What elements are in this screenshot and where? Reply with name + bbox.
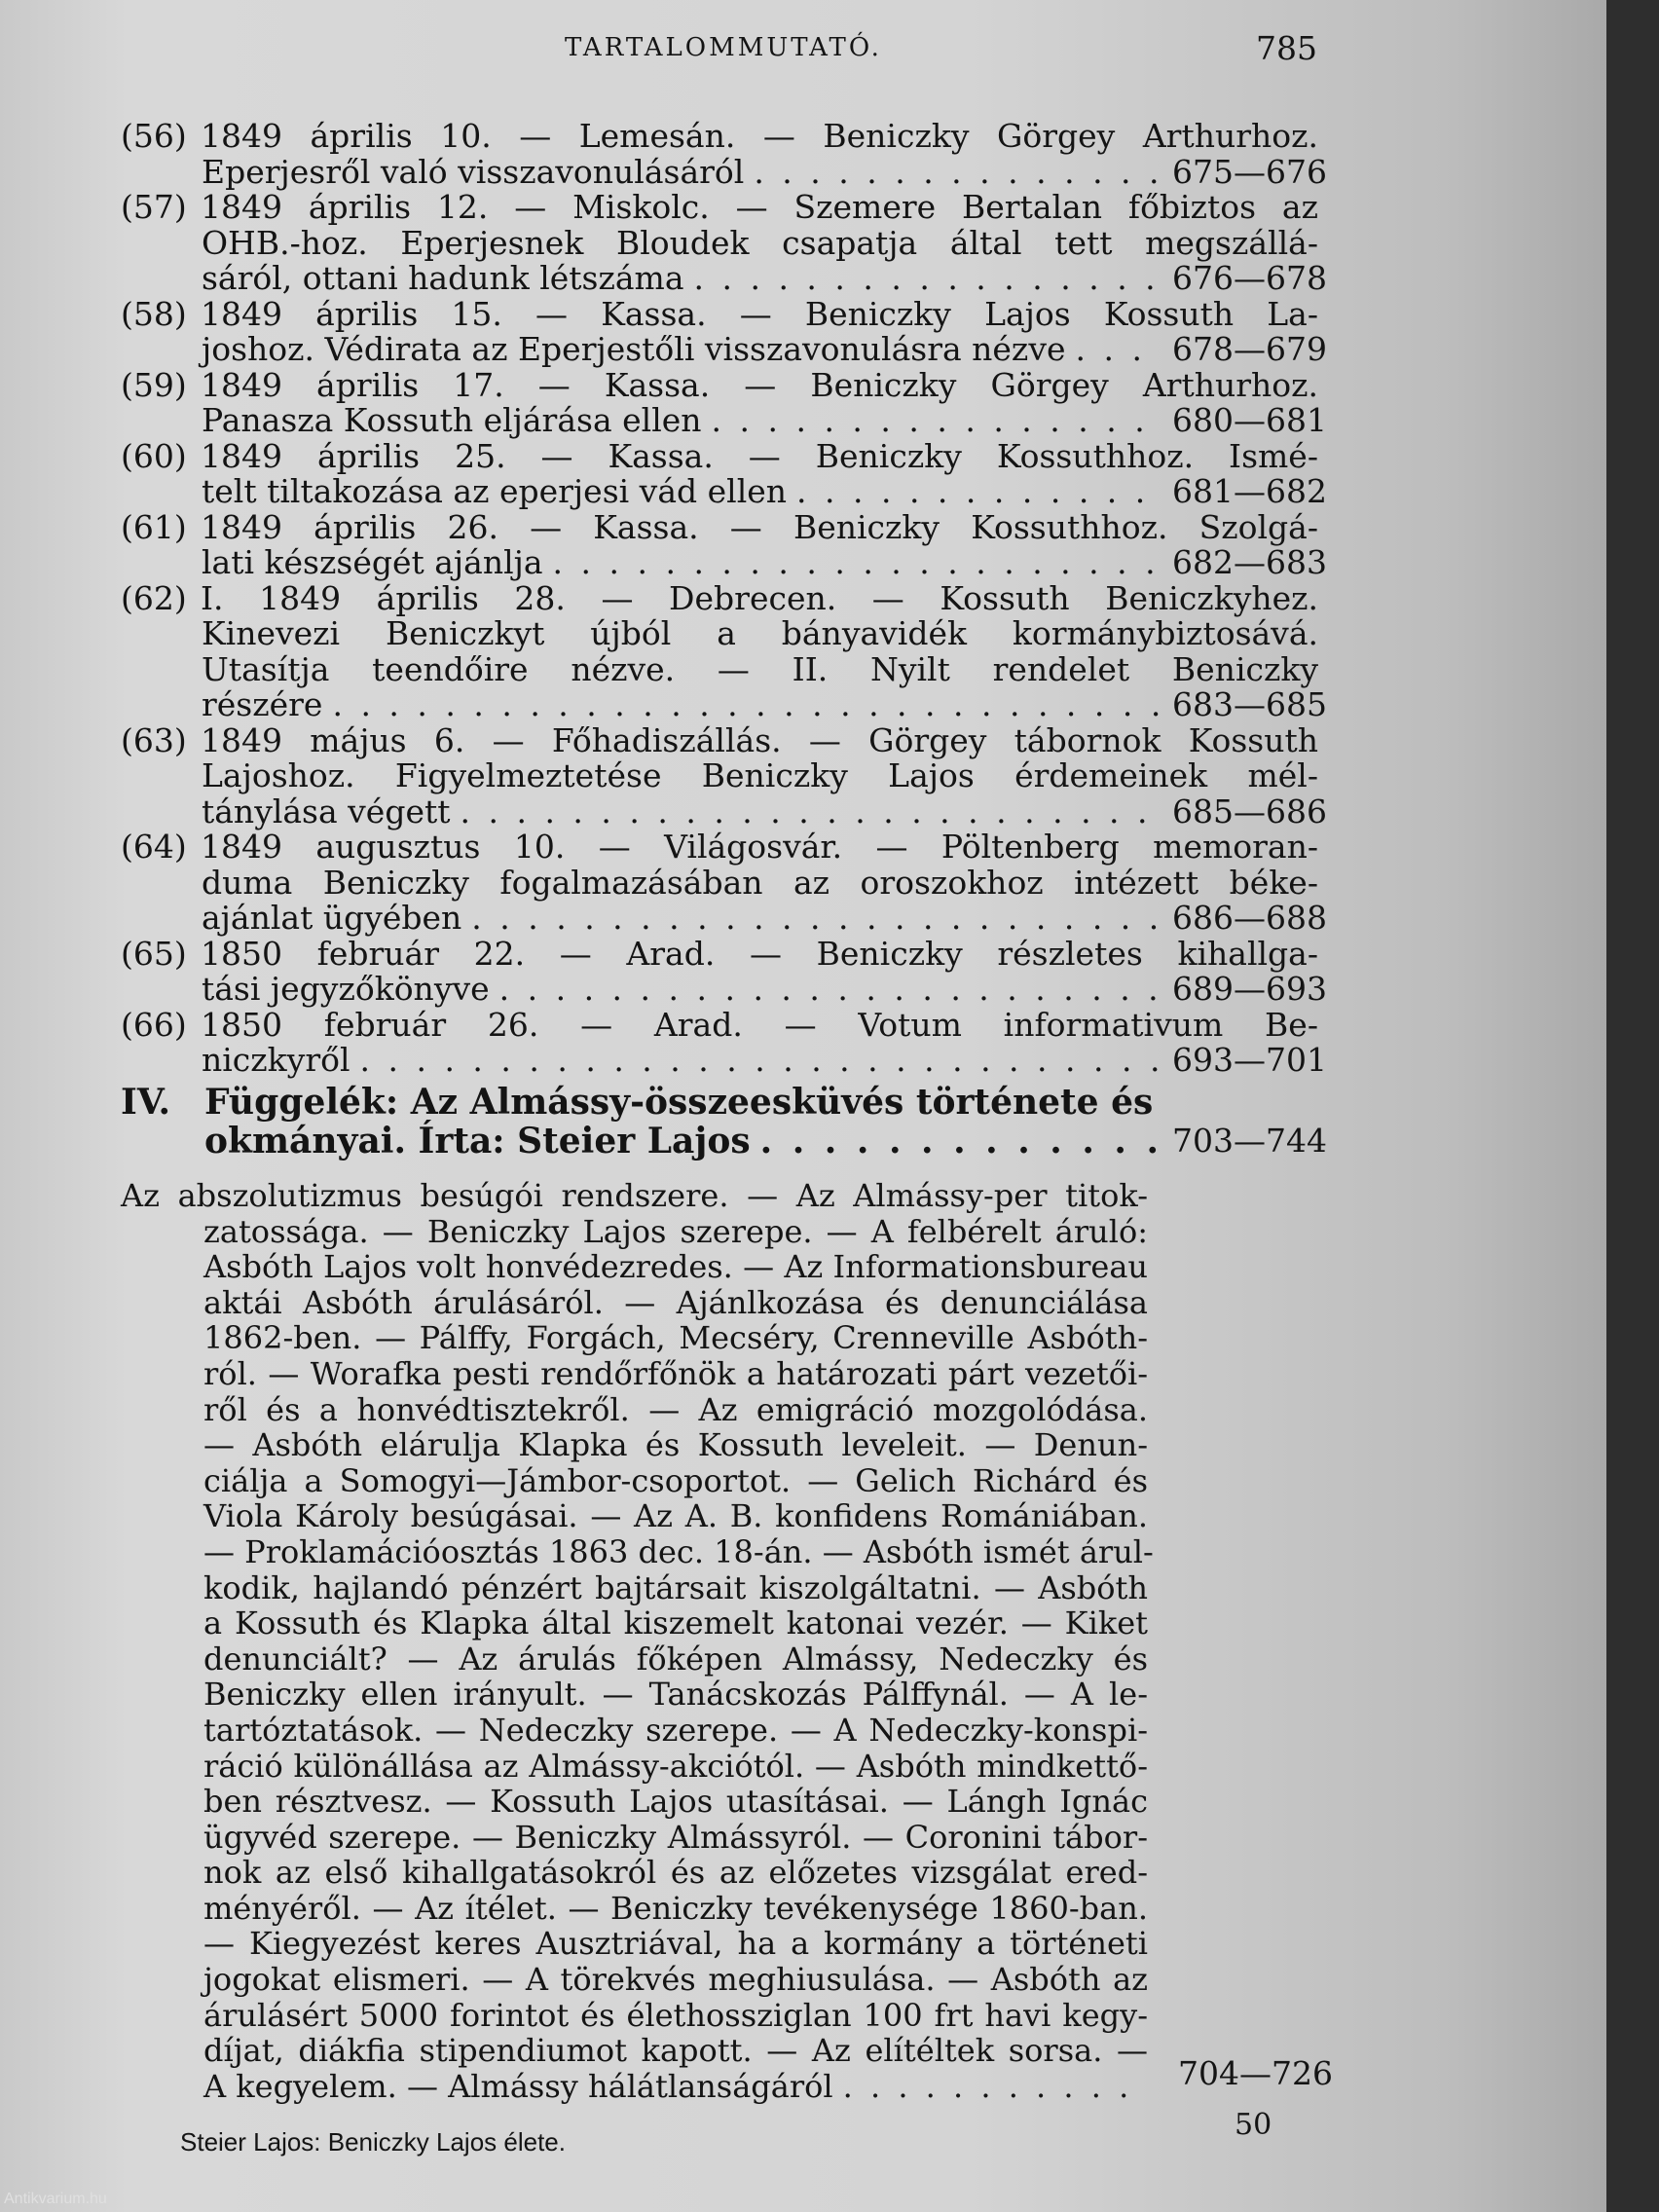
entry-last-line: részére: [202, 685, 323, 723]
entry-last-line: joshoz. Védirata az Eperjestőli visszavonulásra nézve: [202, 330, 1066, 368]
leader-dots: [471, 901, 1162, 937]
section-heading: [121, 1082, 1327, 1161]
entry-text-line: 1849 április 25. — Kassa. — Beniczky Kossuthhoz. Ismé-: [201, 436, 1318, 475]
leader-dots: [694, 261, 1163, 297]
toc-entry: [121, 934, 1327, 1008]
section-summary-paragraph: [121, 1177, 1154, 2105]
entry-text-line: I. 1849 április 28. — Debrecen. — Kossuth Beniczkyhez.: [201, 578, 1318, 617]
paragraph-line: aktái Asbóth árulásáról. — Ajánlkozása és denunciálása: [203, 1283, 1148, 1321]
entry-text-line: 1849 április 15. — Kassa. — Beniczky Lajos Kossuth La-: [201, 294, 1318, 333]
entry-number: (63): [121, 720, 187, 759]
leader-dots: [843, 2069, 1138, 2105]
leader-dots: [553, 545, 1162, 581]
leader-dots: [461, 794, 1162, 830]
entry-text-line: 1850 február 26. — Arad. — Votum informativum Be-: [201, 1005, 1318, 1044]
entry-pages: 685—686: [1172, 792, 1327, 830]
entry-number: (57): [121, 188, 187, 226]
paragraph-line: — Proklamációosztás 1863 dec. 18-án. — Asbóth ismét árul-: [203, 1532, 1154, 1570]
entry-last-line: telt tiltakozása az eperjesi vád ellen: [202, 472, 788, 510]
paragraph-line: denunciált? — Az árulás főképen Almássy, Nedeczky és: [203, 1640, 1148, 1677]
section-title-line-1: Függelék: Az Almássy-összeesküvés története és: [204, 1082, 1154, 1123]
section-pages: 703—744: [1172, 1122, 1327, 1160]
leader-dots: [1076, 332, 1163, 368]
paragraph-line: ráció különállása az Almássy-akciótól. — Asbóth mindkettő-: [203, 1747, 1148, 1785]
entry-number: (65): [121, 934, 187, 973]
leader-dots: [712, 403, 1162, 439]
paragraph-line: Asbóth Lajos volt honvédezredes. — Az Informationsbureau: [203, 1248, 1148, 1286]
paragraph-line: árulásért 5000 forintot és élethossziglan 100 frt havi kegy-: [203, 1996, 1148, 2034]
entry-last-line: lati készségét ajánlja: [202, 543, 543, 581]
leader-dots: [499, 972, 1162, 1008]
toc-entry: [121, 507, 1327, 581]
entry-number: (66): [121, 1005, 187, 1044]
footer-signature: Steier Lajos: Beniczky Lajos élete.: [180, 2127, 566, 2157]
toc-entry: [121, 578, 1327, 723]
toc-entry: [121, 828, 1327, 937]
entry-number: (60): [121, 436, 187, 475]
toc-entry: [121, 1005, 1327, 1079]
leader-dots: [754, 155, 1162, 191]
paragraph-line: ről és a honvédtisztekről. — Az emigráció mozgolódása.: [203, 1390, 1148, 1428]
entry-text-line: 1849 április 10. — Lemesán. — Beniczky Görgey Arthurhoz.: [201, 117, 1318, 155]
paragraph-last-line: [121, 2069, 1148, 2105]
entry-pages: 681—682: [1172, 472, 1327, 510]
toc-entry: [121, 188, 1327, 297]
paragraph-line: — Asbóth elárulja Klapka és Kossuth leveleit. — Denun-: [203, 1426, 1148, 1464]
entry-pages: 693—701: [1172, 1041, 1327, 1079]
leader-dots: [360, 1043, 1162, 1079]
page-number: 785: [1256, 29, 1317, 67]
entry-text-line: Lajoshoz. Figyelmeztetése Beniczky Lajos érdemeinek mél-: [202, 756, 1318, 794]
paragraph-line: zatossága. — Beniczky Lajos szerepe. — A felbérelt áruló:: [203, 1212, 1148, 1250]
entry-pages: 686—688: [1172, 899, 1327, 937]
entry-text-line: 1849 április 12. — Miskolc. — Szemere Bertalan főbiztos az: [201, 188, 1318, 226]
paragraph-line: a Kossuth és Klapka által kiszemelt katonai vezér. — Kiket: [203, 1604, 1148, 1642]
toc-entry: [121, 294, 1327, 368]
entry-number: (62): [121, 578, 187, 617]
paragraph-pages: 704—726: [1178, 2054, 1333, 2092]
entry-number: (59): [121, 365, 187, 404]
toc-entry-list: [121, 117, 1327, 1079]
entry-pages: 683—685: [1172, 685, 1327, 723]
entry-text-line: 1849 április 26. — Kassa. — Beniczky Kossuthhoz. Szolgá-: [201, 507, 1318, 546]
toc-entry: [121, 720, 1327, 830]
section-title-line-2: okmányai. Írta: Steier Lajos: [204, 1121, 751, 1161]
paragraph-line: kodik, hajlandó pénzért bajtársait kiszolgáltatni. — Asbóth: [203, 1568, 1148, 1606]
entry-text-line: 1849 május 6. — Főhadiszállás. — Görgey tábornok Kossuth: [201, 720, 1318, 759]
paragraph-line: ciálja a Somogyi—Jámbor-csoportot. — Gelich Richárd és: [203, 1461, 1148, 1499]
paragraph-line: Beniczky ellen irányult. — Tanácskozás Pálffynál. — A le-: [203, 1676, 1148, 1714]
entry-number: (64): [121, 828, 187, 866]
paragraph-line: ményéről. — Az ítélet. — Beniczky tevékenysége 1860-ban.: [203, 1889, 1148, 1927]
entry-pages: 689—693: [1172, 970, 1327, 1008]
paragraph-line: ról. — Worafka pesti rendőrfőnök a határozati párt vezetői-: [203, 1354, 1148, 1392]
entry-number: (58): [121, 294, 187, 333]
entry-text-line: duma Beniczky fogalmazásában az oroszokhoz intézett béke-: [202, 863, 1318, 902]
paragraph-line: tartóztatások. — Nedeczky szerepe. — A Nedeczky-konspi-: [203, 1711, 1148, 1749]
toc-entry: [121, 436, 1327, 510]
paragraph-line: Viola Károly besúgásai. — Az A. B. konfidens Romániában.: [203, 1497, 1148, 1535]
entry-last-line: ajánlat ügyében: [202, 899, 462, 937]
toc-entry: [121, 365, 1327, 439]
leader-dots: [332, 687, 1162, 723]
entry-last-line: Eperjesről való visszavonulásáról: [202, 152, 745, 191]
paragraph-line: ben résztvesz. — Kossuth Lajos utasításai. — Lángh Ignác: [203, 1783, 1148, 1821]
entry-text-line: 1849 augusztus 10. — Világosvár. — Pöltenberg memoran-: [201, 828, 1318, 866]
entry-pages: 678—679: [1172, 330, 1327, 368]
entry-pages: 675—676: [1172, 152, 1327, 191]
entry-text-line: Kinevezi Beniczkyt újból a bányavidék kormánybiztosává.: [202, 614, 1318, 652]
entry-pages: 676—678: [1172, 259, 1327, 297]
entry-pages: 682—683: [1172, 543, 1327, 581]
section-number: IV.: [121, 1082, 171, 1123]
entry-number: (56): [121, 117, 187, 155]
toc-entry: [121, 117, 1327, 191]
leader-dots: [760, 1122, 1162, 1161]
entry-number: (61): [121, 507, 187, 546]
paragraph-line: — Kiegyezést keres Ausztriával, ha a kormány a történeti: [203, 1925, 1148, 1963]
paragraph-line: jogokat elismeri. — A törekvés meghiusulása. — Asbóth az: [203, 1961, 1148, 1999]
entry-text-line: 1850 február 22. — Arad. — Beniczky részletes kihallga-: [201, 934, 1318, 973]
paragraph-line: Az abszolutizmus besúgói rendszere. — Az Almássy-per titok-: [121, 1177, 1148, 1214]
paragraph-line: nok az első kihallgatásokról és az előzetes vizsgálat ered-: [203, 1854, 1148, 1892]
paragraph-line: díjat, diákfia stipendiumot kapott. — Az elítéltek sorsa. —: [203, 2032, 1148, 2070]
paragraph-last-text: A kegyelem. — Almássy hálátlanságáról: [203, 2067, 833, 2105]
running-header-title: TARTALOMMUTATÓ.: [565, 33, 882, 62]
entry-last-line: niczkyről: [202, 1041, 350, 1079]
entry-last-line: Panasza Kossuth eljárása ellen: [202, 401, 702, 439]
entry-last-line: sáról, ottani hadunk létszáma: [202, 259, 684, 297]
paragraph-line: ügyvéd szerepe. — Beniczky Almássyról. — Coronini tábor-: [203, 1818, 1148, 1856]
watermark: Antikvarium.hu: [4, 2191, 107, 2207]
entry-last-line: tánylása végett: [202, 792, 451, 830]
entry-text-line: OHB.-hoz. Eperjesnek Bloudek csapatja által tett megszállá-: [202, 223, 1318, 262]
entry-pages: 680—681: [1172, 401, 1327, 439]
paragraph-line: 1862-ben. — Pálffy, Forgách, Mecséry, Crenneville Asbóth-: [203, 1319, 1148, 1357]
signature-folio: 50: [1235, 2108, 1272, 2142]
entry-last-line: tási jegyzőkönyve: [202, 970, 490, 1008]
leader-dots: [796, 474, 1162, 510]
entry-text-line: 1849 április 17. — Kassa. — Beniczky Görgey Arthurhoz.: [201, 365, 1318, 404]
entry-text-line: Utasítja teendőire nézve. — II. Nyilt rendelet Beniczky: [202, 649, 1318, 688]
